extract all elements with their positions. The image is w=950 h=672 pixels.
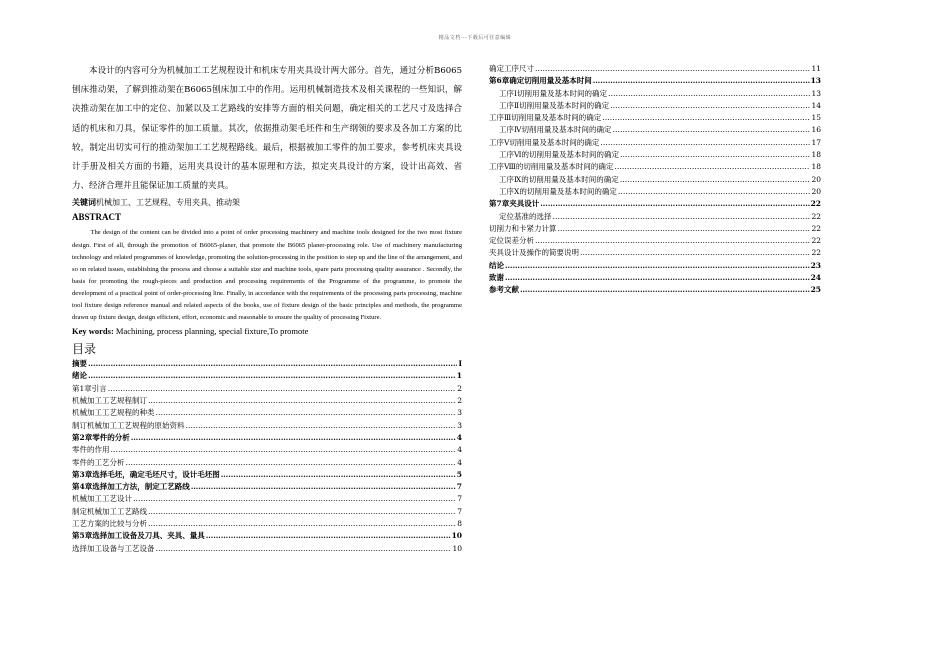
toc-leader-dots xyxy=(620,149,810,161)
toc-entry-page: 15 xyxy=(811,113,821,123)
toc-leader-dots xyxy=(108,383,456,395)
toc-entry-page: 3 xyxy=(457,420,462,430)
toc-entry-page: 24 xyxy=(810,273,821,283)
toc-leader-dots xyxy=(620,174,811,186)
toc-entry[interactable] xyxy=(72,444,462,456)
left-column xyxy=(72,62,462,555)
toc-entry-title: 机械加工工艺设计 xyxy=(72,494,132,504)
toc-entry-title: 夹具设计及操作的简要说明 xyxy=(489,248,579,258)
toc-entry[interactable] xyxy=(72,506,462,518)
toc-entry-title: 第4章选择加工方法，制定工艺路线 xyxy=(72,482,190,492)
toc-entry-title: 机械加工工艺规程的种类 xyxy=(72,408,155,418)
toc-entry[interactable] xyxy=(489,100,821,112)
toc-leader-dots xyxy=(191,481,456,493)
toc-leader-dots xyxy=(618,186,811,198)
toc-entry[interactable] xyxy=(489,247,821,259)
toc-leader-dots xyxy=(156,407,457,419)
abstract-zh: 本设计的内容可分为机械加工工艺规程设计和机床专用夹具设计两大部分。首先，通过分析B6065刨床推动架，了解到推动架在B6065刨床加工中的作用。运用机械制造技术及相关课程的一些知识，解决推动架在加工中的定位、加紧以及工艺路线的安排等方面的相关问题，确定相关的工艺尺寸及选择合适的机床和刀具，保证零件的加工质量。其次，依据推动架毛坯件和生产纲领的要求及各加工方案的比较，制定出切实可行的推动架加工工艺规程路线。最后，根据被加工零件的加工要求，参考机床夹具设计手册及相关方面的书籍，运用夹具设计的基本原理和方法，拟定夹具设计的方案，设计出高效、省力、经济合理并且能保证加工质量的夹具。 xyxy=(72,66,462,192)
toc-entry[interactable] xyxy=(72,432,462,444)
toc-entry-title: 制订机械加工工艺规程的原始资料 xyxy=(72,420,185,430)
toc-entry[interactable] xyxy=(72,370,462,382)
toc-leader-dots xyxy=(535,235,810,247)
toc-entry-title: 致谢 xyxy=(489,273,504,283)
toc-leader-dots xyxy=(535,63,810,75)
toc-entry-title: 工序Ⅳ切削用量及基本时间的确定 xyxy=(499,125,612,135)
toc-leader-dots xyxy=(602,112,810,124)
toc-leader-dots xyxy=(186,420,457,432)
toc-entry[interactable] xyxy=(489,161,821,173)
toc-entry[interactable] xyxy=(489,223,821,235)
toc-entry-title: 工序Ⅴ切削用量及基本时间的确定 xyxy=(489,137,600,147)
toc-entry-page: 13 xyxy=(811,88,821,98)
toc-entry[interactable] xyxy=(489,235,821,247)
toc-entry-page: 11 xyxy=(811,64,821,73)
toc-entry[interactable] xyxy=(72,493,462,505)
toc-entry[interactable] xyxy=(489,88,821,100)
toc-leader-dots xyxy=(613,124,811,136)
toc-entry-title: 参考文献 xyxy=(489,285,519,295)
toc-entry-title: 第7章夹具设计 xyxy=(489,199,540,209)
toc-entry-page: 10 xyxy=(452,543,462,553)
toc-entry-page: 18 xyxy=(811,150,821,160)
toc-entry-title: 工序Ⅸ的切削用量及基本时间的确定 xyxy=(499,174,619,184)
toc-entry-title: 定位误差分析 xyxy=(489,236,534,246)
abstract-en: The design of the content can be divided into a point of order processing machinery and machine tools designed for the two most fixture design. First of all, through the promotion of B6065-planer, that promote the B6065 planer-processing role. Use of machinery manufacturing technology and related programmes of knowledge, promoting the solution-processing in the position to step up and the line of the arrangement, and so on related issues, establishing the process and choose a suitable size and machine tools, spare parts processing quality assurance . Secondly, the basis for promoting the rough-pieces and production and processing requirements of the Programme of the programme, to promote the development of a practical point of order-processing line. Finally, in accordance with the requirements of the processing parts processing, machine tool fixture design reference manual and related aspects of the books, use of fixture design of the basic principles and methods, the programme drawn up fixture design, design efficient, effort, economic and reasonable to ensure the quality of processing Fixture. xyxy=(72,229,462,322)
toc-leader-dots xyxy=(131,432,456,444)
toc-entry[interactable] xyxy=(489,75,821,87)
toc-entry-title: 零件的工艺分析 xyxy=(72,457,125,467)
toc-entry-page: 7 xyxy=(457,506,462,516)
toc-entry-title: 第2章零件的分析 xyxy=(72,432,130,442)
toc-leader-dots xyxy=(88,370,456,382)
toc-entry-page: 4 xyxy=(457,457,462,467)
toc-entry[interactable] xyxy=(489,260,821,272)
toc-leader-dots xyxy=(580,247,810,259)
toc-entry[interactable] xyxy=(72,469,462,481)
toc-entry-title: 工艺方案的比较与分析 xyxy=(72,519,147,529)
toc-entry-title: 工序Ⅷ的切削用量及基本时间的确定 xyxy=(489,162,614,172)
toc-leader-dots xyxy=(88,358,457,370)
toc-entry[interactable] xyxy=(72,530,462,542)
toc-entry[interactable] xyxy=(489,211,821,223)
toc-entry[interactable] xyxy=(72,395,462,407)
toc-title: 目录 xyxy=(72,342,97,357)
toc-entry-title: 摘要 xyxy=(72,359,87,369)
toc-entry-title: 第5章选择加工设备及刀具、夹具、量具 xyxy=(72,531,205,541)
toc-leader-dots xyxy=(553,211,811,223)
abstract-en-title: ABSTRACT xyxy=(72,212,122,223)
keywords-en xyxy=(72,325,462,337)
toc-entry[interactable] xyxy=(72,481,462,493)
toc-entry-title: 工序Ⅵ的切削用量及基本时间的确定 xyxy=(499,150,620,160)
toc-entry-page: 4 xyxy=(457,445,462,455)
toc-leader-dots xyxy=(156,543,452,555)
toc-leader-dots xyxy=(505,260,810,272)
toc-entry-page: 5 xyxy=(456,469,462,479)
toc-entry-page: 1 xyxy=(456,371,462,381)
toc-entry-page: 7 xyxy=(456,482,462,492)
toc-entry-title: 工序Ⅰ切削用量及基本时间的确定 xyxy=(499,88,607,98)
toc-entry-page: 14 xyxy=(811,100,821,110)
toc-entry-title: 确定工序尺寸 xyxy=(489,64,534,73)
toc-entry-page: 2 xyxy=(457,383,462,393)
toc-entry-page: 13 xyxy=(810,76,821,86)
toc-entry[interactable] xyxy=(489,124,821,136)
keywords-en-text: Machining, process planning, special fixture,To promote xyxy=(113,326,309,337)
toc-left xyxy=(72,358,462,555)
toc-entry[interactable] xyxy=(489,174,821,186)
toc-leader-dots xyxy=(610,100,810,112)
toc-entry-page: 20 xyxy=(811,186,821,196)
toc-entry-page: 22 xyxy=(811,223,821,233)
toc-entry-page: 22 xyxy=(811,248,821,258)
toc-entry[interactable] xyxy=(72,518,462,530)
header-note: 精品文档---下载后可任意编辑 xyxy=(438,35,512,41)
toc-entry[interactable] xyxy=(72,407,462,419)
toc-entry[interactable] xyxy=(489,198,821,210)
toc-leader-dots xyxy=(614,161,810,173)
toc-entry[interactable] xyxy=(72,543,462,555)
keywords-en-label: Key words: xyxy=(72,326,114,337)
toc-entry-title: 机械加工工艺规程制订 xyxy=(72,396,147,406)
toc-leader-dots xyxy=(206,530,451,542)
toc-entry-page: 20 xyxy=(811,174,821,184)
keywords-zh-label: 关键词 xyxy=(72,197,96,208)
toc-right xyxy=(489,63,821,297)
toc-entry[interactable] xyxy=(489,112,821,124)
toc-entry-page: 4 xyxy=(456,432,462,442)
toc-entry-title: 工序Ⅹ的切削用量及基本时间的确定 xyxy=(499,186,617,196)
toc-entry[interactable] xyxy=(72,457,462,469)
toc-entry-page: 18 xyxy=(811,162,821,172)
toc-entry[interactable] xyxy=(489,63,821,75)
toc-leader-dots xyxy=(520,284,810,296)
toc-entry-title: 绪论 xyxy=(72,371,87,381)
toc-leader-dots xyxy=(148,518,456,530)
toc-entry-title: 定位基准的选择 xyxy=(499,211,552,221)
keywords-zh xyxy=(72,196,462,209)
toc-entry-title: 选择加工设备与工艺设备 xyxy=(72,543,155,553)
keywords-zh-text: 机械加工、工艺规程、专用夹具、推动架 xyxy=(96,198,240,208)
toc-entry-page: 25 xyxy=(810,285,821,295)
toc-entry-title: 第3章选择毛坯，确定毛坯尺寸，设计毛坯图 xyxy=(72,469,220,479)
toc-entry-title: 零件的作用 xyxy=(72,445,110,455)
toc-entry-page: 3 xyxy=(457,408,462,418)
toc-leader-dots xyxy=(148,506,456,518)
toc-entry[interactable] xyxy=(72,358,462,370)
toc-entry-title: 第6章确定切削用量及基本时间 xyxy=(489,76,592,86)
toc-entry-page: 8 xyxy=(457,519,462,529)
right-column xyxy=(489,62,821,297)
toc-entry-page: 22 xyxy=(810,199,821,209)
toc-leader-dots xyxy=(608,88,810,100)
toc-entry-title: 切削力和卡紧力计算 xyxy=(489,223,557,233)
toc-leader-dots xyxy=(133,493,456,505)
toc-entry[interactable] xyxy=(72,383,462,395)
toc-leader-dots xyxy=(540,198,809,210)
toc-entry-title: 工序Ⅲ切削用量及基本时间的确定 xyxy=(489,113,602,123)
toc-entry-page: 23 xyxy=(810,260,821,270)
toc-entry[interactable] xyxy=(489,272,821,284)
toc-entry-title: 结论 xyxy=(489,260,504,270)
toc-entry[interactable] xyxy=(489,137,821,149)
toc-entry[interactable] xyxy=(489,149,821,161)
toc-entry-title: 第1章引言 xyxy=(72,383,107,393)
toc-leader-dots xyxy=(126,457,457,469)
toc-entry[interactable] xyxy=(72,420,462,432)
toc-entry-page: 10 xyxy=(451,531,462,541)
toc-entry-page: 7 xyxy=(457,494,462,504)
toc-entry-page: 2 xyxy=(457,396,462,406)
toc-entry[interactable] xyxy=(489,186,821,198)
toc-leader-dots xyxy=(558,223,811,235)
toc-entry-title: 工序Ⅱ切削用量及基本时间的确定 xyxy=(499,100,610,110)
toc-leader-dots xyxy=(221,469,456,481)
toc-leader-dots xyxy=(148,395,456,407)
toc-leader-dots xyxy=(111,444,457,456)
toc-entry-page: 22 xyxy=(811,236,821,246)
toc-entry-page: 16 xyxy=(811,125,821,135)
toc-leader-dots xyxy=(505,272,810,284)
toc-entry[interactable] xyxy=(489,284,821,296)
toc-entry-title: 制定机械加工工艺路线 xyxy=(72,506,147,516)
toc-entry-page: I xyxy=(458,359,462,369)
toc-entry-page: 17 xyxy=(811,137,821,147)
toc-leader-dots xyxy=(593,75,810,87)
toc-leader-dots xyxy=(600,137,810,149)
toc-entry-page: 22 xyxy=(811,211,821,221)
